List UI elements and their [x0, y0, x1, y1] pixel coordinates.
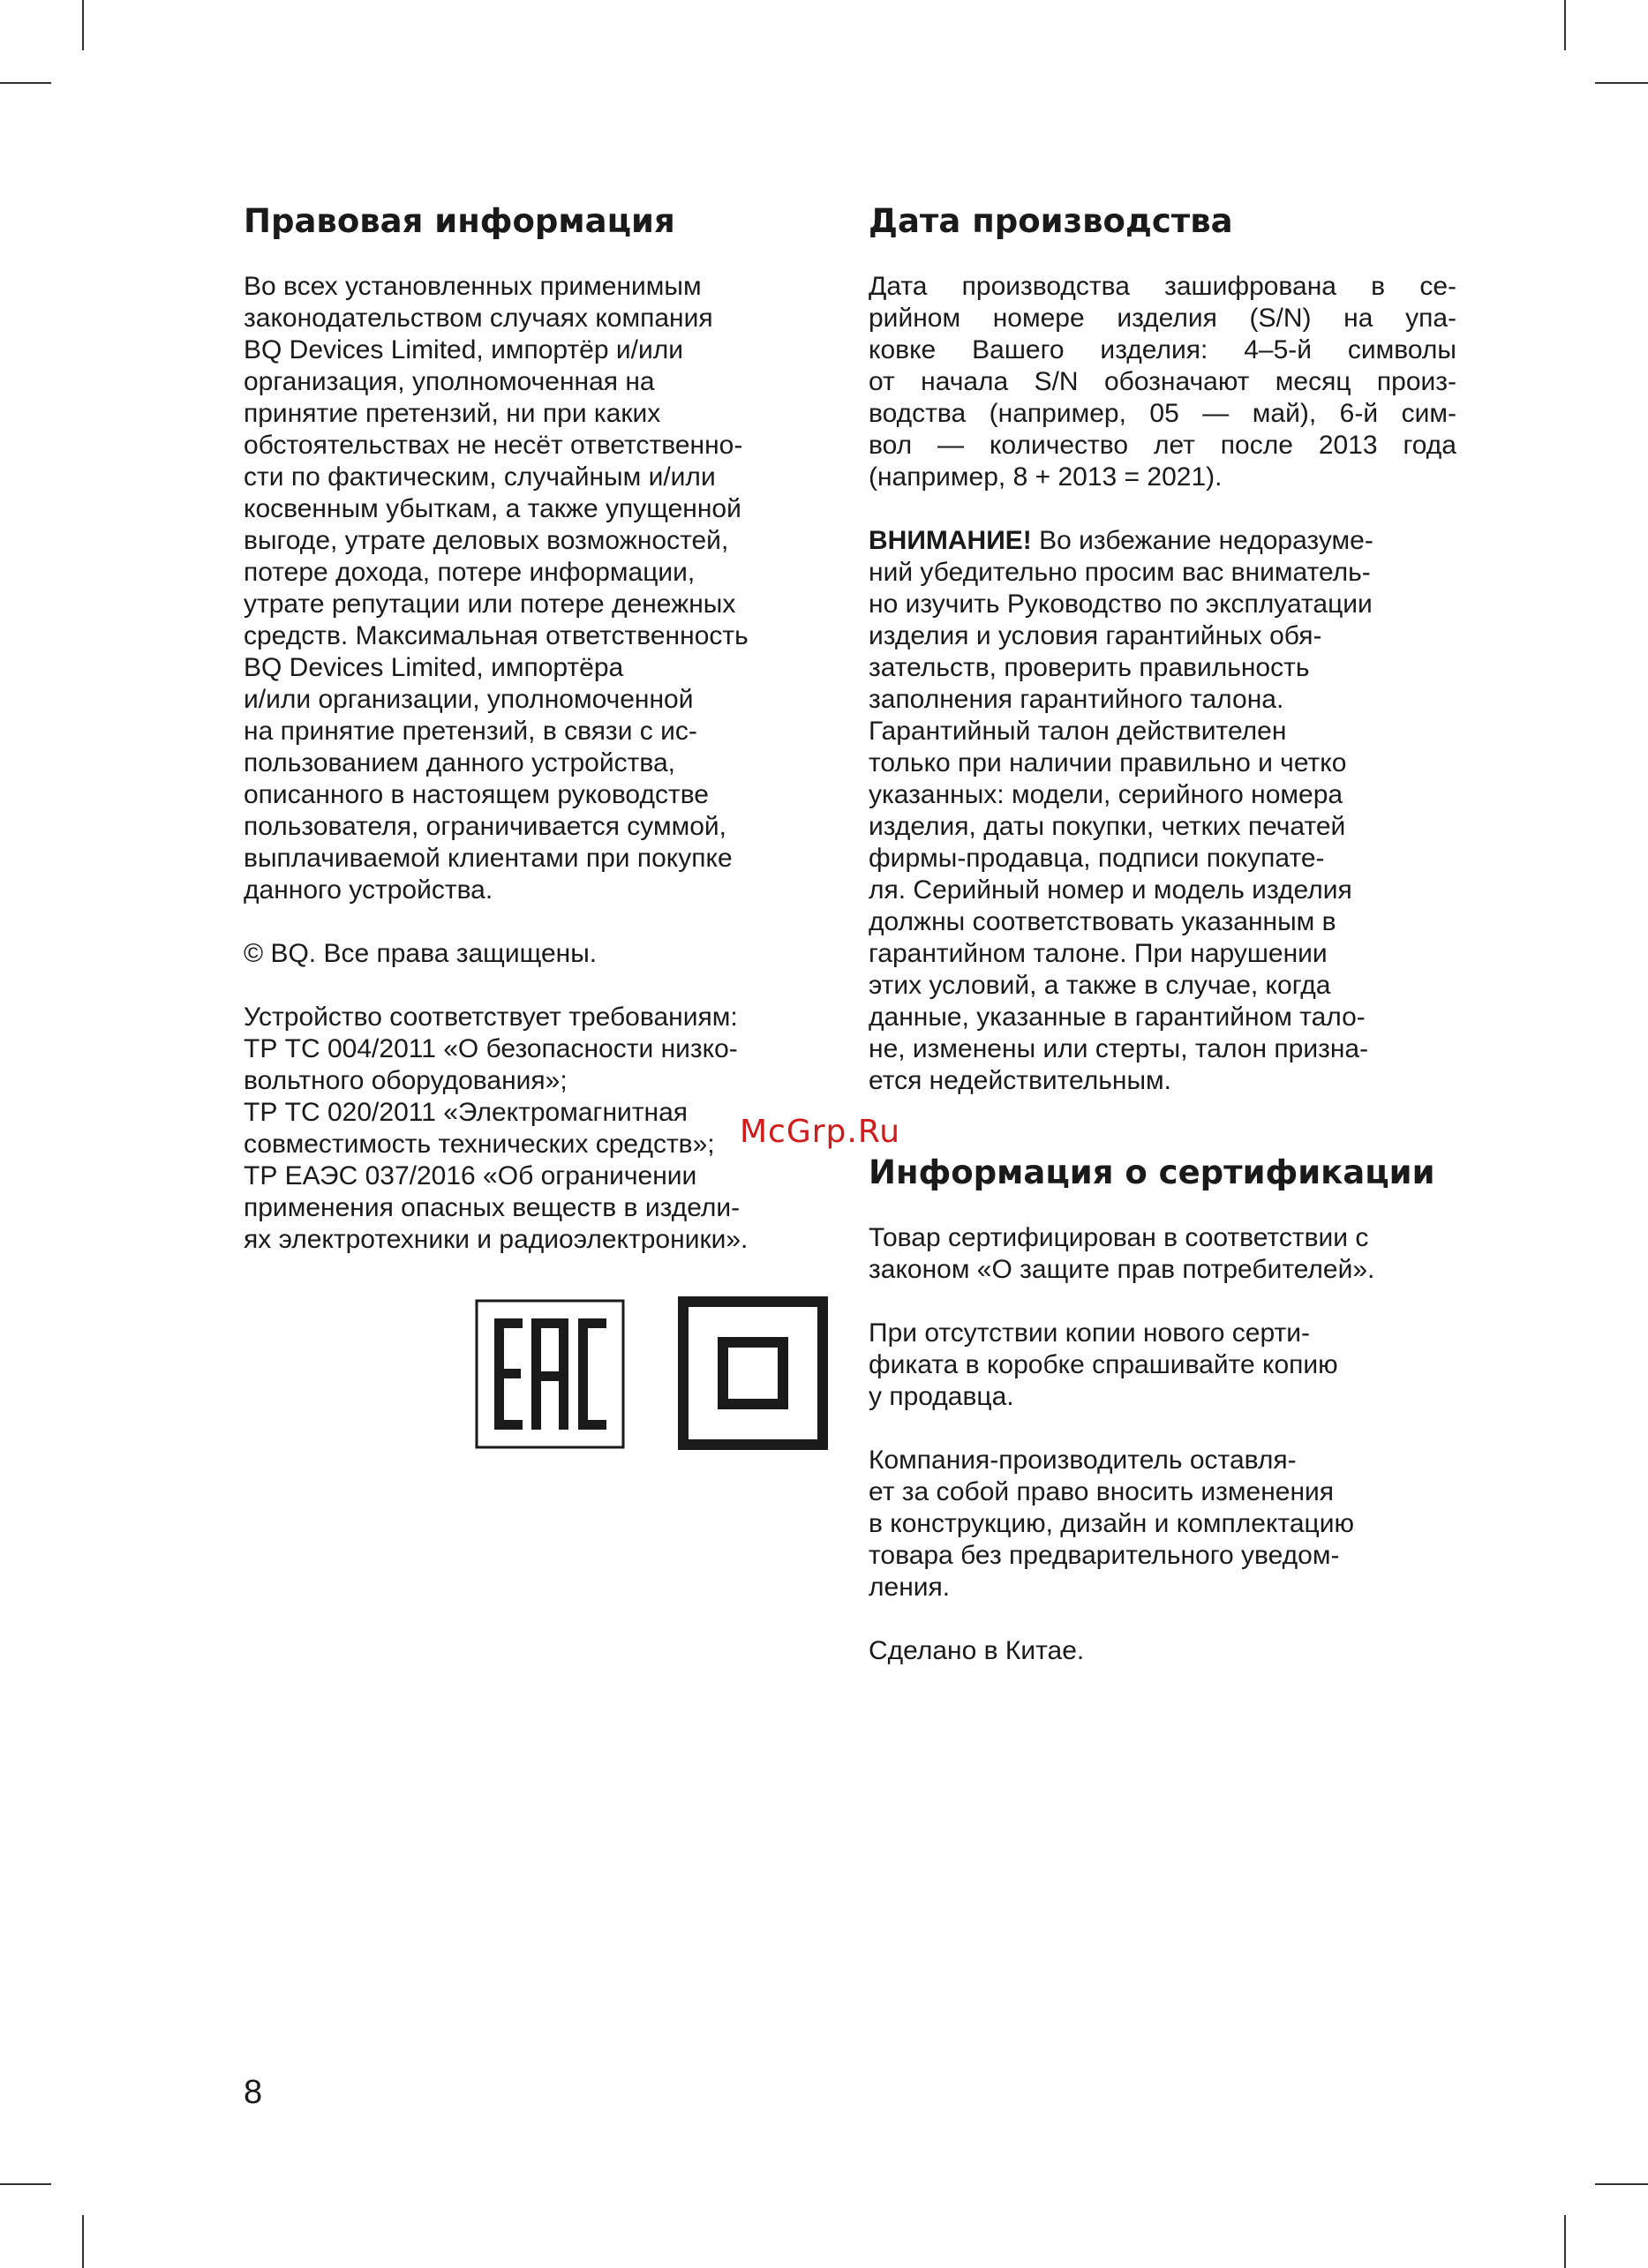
- text-line: BQ Devices Limited, импортёр и/или: [244, 335, 683, 364]
- text-line: пользованием данного устройства,: [244, 748, 675, 777]
- text-line: ет за собой право вносить изменения: [869, 1477, 1335, 1506]
- text-line: Во всех установленных применимым: [244, 272, 702, 301]
- certification-paragraph-3: [869, 1445, 1456, 1603]
- legal-info-title: Правовая информация: [244, 202, 675, 240]
- text-line: но изучить Руководство по эксплуатации: [869, 590, 1373, 619]
- text-line: товара без предварительного уведом-: [869, 1541, 1340, 1570]
- text-line: совместимость технических средств»;: [244, 1130, 715, 1159]
- crop-mark-bottom-left-v: [82, 2215, 84, 2268]
- crop-mark-bottom-left-h: [0, 2183, 51, 2185]
- text-line: зательств, проверить правильность: [869, 653, 1310, 682]
- text-line: ях электротехники и радиоэлектроники».: [244, 1225, 749, 1254]
- text-line: у продавца.: [869, 1382, 1014, 1411]
- legal-info-paragraph: [244, 271, 826, 906]
- crop-mark-top-left-h: [0, 82, 51, 84]
- text-line: выгоде, утрате деловых возможностей,: [244, 526, 729, 555]
- certification-logos: [475, 1296, 828, 1450]
- text-line: применения опасных веществ в издели-: [244, 1193, 741, 1222]
- text-line: ТР ЕАЭС 037/2016 «Об ограничении: [244, 1161, 697, 1190]
- text-line: законом «О защите прав потребителей».: [869, 1255, 1375, 1284]
- text-line: пользователя, ограничивается суммой,: [244, 812, 727, 841]
- text-line: водства (например, 05 — май), 6-й сим-: [869, 399, 1456, 428]
- text-line: этих условий, а также в случае, когда: [869, 971, 1331, 1000]
- text-line: не, изменены или стерты, талон призна-: [869, 1034, 1369, 1063]
- certification-info-title: Информация о сертификации: [869, 1153, 1435, 1191]
- crop-mark-top-right-v: [1564, 0, 1566, 50]
- text-line: ТР ТС 020/2011 «Электромагнитная: [244, 1098, 689, 1127]
- watermark: McGrp.Ru: [740, 1114, 901, 1150]
- text-line: данного устройства.: [244, 875, 493, 905]
- text-line: ковке Вашего изделия: 4–5-й символы: [869, 335, 1456, 364]
- text-line: рийном номере изделия (S/N) на упа-: [869, 304, 1456, 333]
- text-line: данные, указанные в гарантийном тало-: [869, 1003, 1366, 1032]
- eac-mark-icon: [475, 1299, 625, 1449]
- text-line: утрате репутации или потере денежных: [244, 590, 736, 619]
- text-line: средств. Максимальная ответственность: [244, 621, 749, 650]
- production-date-title: Дата производства: [869, 202, 1233, 240]
- crop-mark-top-right-h: [1595, 82, 1648, 84]
- text-line: вол — количество лет после 2013 года: [869, 431, 1456, 460]
- text-line: должны соответствовать указанным в: [869, 907, 1336, 936]
- text-line: изделия, даты покупки, четких печатей: [869, 812, 1346, 841]
- text-line: BQ Devices Limited, импортёра: [244, 653, 624, 682]
- production-date-paragraph: [869, 271, 1456, 493]
- text-line: выплачиваемой клиентами при покупке: [244, 844, 733, 873]
- text-line: заполнения гарантийного талона.: [869, 685, 1284, 714]
- left-column: [244, 199, 826, 1256]
- crop-mark-top-left-v: [82, 0, 84, 50]
- text-line: в конструкцию, дизайн и комплектацию: [869, 1509, 1354, 1538]
- text-line: При отсутствии копии нового серти-: [869, 1318, 1310, 1348]
- text-line: организация, уполномоченная на: [244, 367, 655, 396]
- crop-mark-bottom-right-h: [1595, 2183, 1648, 2185]
- warning-label: ВНИМАНИЕ!: [869, 526, 1032, 555]
- text-line: вольтного оборудования»;: [244, 1066, 568, 1095]
- text-line: Товар сертифицирован в соответствии с: [869, 1223, 1369, 1252]
- copyright-text: © BQ. Все права защищены.: [244, 939, 598, 968]
- text-line: косвенным убыткам, а также упущенной: [244, 494, 741, 523]
- text-line: Компания-производитель оставля-: [869, 1446, 1297, 1475]
- page-number: 8: [244, 2074, 263, 2111]
- text-line: фирмы-продавца, подписи покупате-: [869, 844, 1325, 873]
- text-line: Дата производства зашифрована в се-: [869, 272, 1456, 301]
- text-line: сти по фактическим, случайным и/или: [244, 462, 716, 492]
- double-square-icon: [678, 1296, 828, 1450]
- made-in-text: Сделано в Китае.: [869, 1636, 1085, 1665]
- text-line: Гарантийный талон действителен: [869, 717, 1287, 746]
- text-line: ления.: [869, 1573, 951, 1602]
- text-line: только при наличии правильно и четко: [869, 748, 1347, 777]
- text-line: ТР ТС 004/2011 «О безопасности низко-: [244, 1034, 738, 1063]
- text-line: потере дохода, потере информации,: [244, 558, 696, 587]
- crop-mark-bottom-right-v: [1564, 2215, 1566, 2268]
- text-line: (например, 8 + 2013 = 2021).: [869, 462, 1223, 492]
- text-line: изделия и условия гарантийных обя-: [869, 621, 1322, 650]
- text-line: ется недействительным.: [869, 1066, 1171, 1095]
- text-line: фиката в коробке спрашивайте копию: [869, 1350, 1338, 1379]
- text-line: обстоятельствах не несёт ответственно-: [244, 431, 743, 460]
- right-column: [869, 199, 1456, 1667]
- text-line: ля. Серийный номер и модель изделия: [869, 875, 1352, 905]
- text-line: на принятие претензий, в связи с ис-: [244, 717, 697, 746]
- text-line: от начала S/N обозначают месяц произ-: [869, 367, 1456, 396]
- text-line: ний убедительно просим вас вниматель-: [869, 558, 1371, 587]
- text-line: гарантийном талоне. При нарушении: [869, 939, 1328, 968]
- text-line: законодательством случаях компания: [244, 304, 713, 333]
- text-line: Устройство соответствует требованиям:: [244, 1003, 738, 1032]
- certification-paragraph-1: [869, 1222, 1456, 1286]
- text-line: и/или организации, уполномоченной: [244, 685, 694, 714]
- warning-first-line: ВНИМАНИЕ! Во избежание недоразуме-: [869, 526, 1373, 555]
- certification-paragraph-2: [869, 1318, 1456, 1413]
- compliance-paragraph: [244, 1002, 826, 1256]
- text-line: принятие претензий, ни при каких: [244, 399, 661, 428]
- text-line: указанных: модели, серийного номера: [869, 780, 1343, 809]
- text-line: описанного в настоящем руководстве: [244, 780, 709, 809]
- warning-paragraph: [869, 525, 1456, 1097]
